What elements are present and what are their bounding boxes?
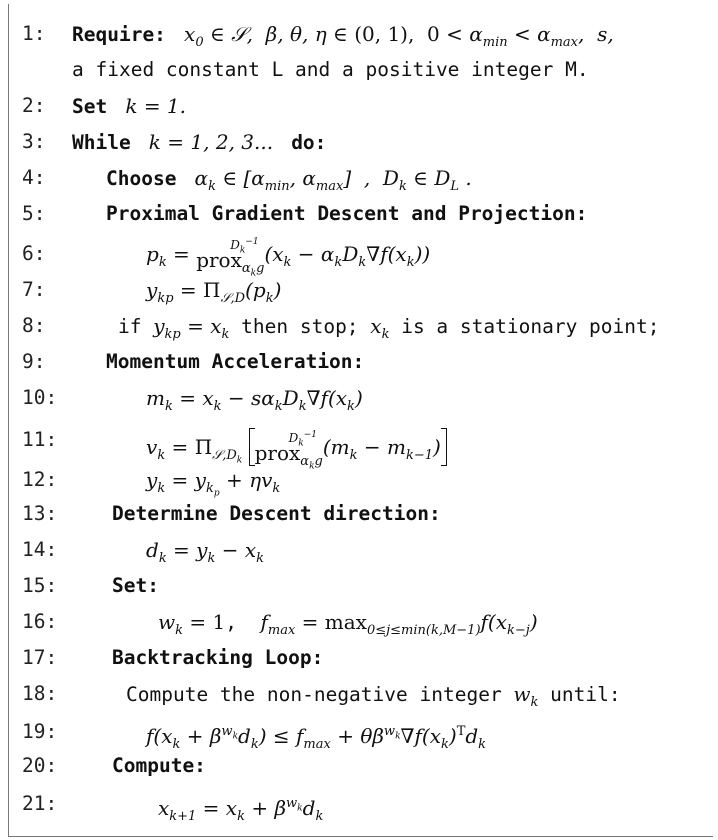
- line-number: 19:: [22, 720, 58, 743]
- line-number: 20:: [22, 754, 58, 777]
- line-text: a fixed constant L and a positive integer M.: [72, 58, 589, 81]
- keyword: Compute:: [112, 754, 206, 777]
- line-number: 16:: [22, 610, 58, 633]
- line-number: 2:: [22, 94, 46, 117]
- line-number: 14:: [22, 538, 58, 561]
- keyword: Momentum Acceleration:: [106, 350, 365, 373]
- line-number: 18:: [22, 682, 58, 705]
- keyword: Set:: [112, 574, 159, 597]
- line-number: 6:: [22, 242, 46, 265]
- line-number: 9:: [22, 350, 46, 373]
- line-number: 13:: [22, 502, 58, 525]
- keyword: Choose: [106, 167, 177, 190]
- line-number: 10:: [22, 386, 58, 409]
- keyword: Proximal Gradient Descent and Projection:: [106, 202, 588, 225]
- line-number: 8:: [22, 314, 46, 337]
- line-number: 11:: [22, 428, 58, 451]
- line-number: 1:: [22, 22, 46, 45]
- line-number: 5:: [22, 202, 46, 225]
- line-number: 17:: [22, 646, 58, 669]
- keyword: Determine Descent direction:: [112, 502, 441, 525]
- keyword: Require:: [72, 23, 166, 46]
- keyword: While: [72, 131, 131, 154]
- keyword: Set: [72, 95, 108, 118]
- line-number: 3:: [22, 130, 46, 153]
- keyword-do: do:: [291, 131, 327, 154]
- keyword: Backtracking Loop:: [112, 646, 324, 669]
- line-number: 4:: [22, 166, 46, 189]
- line-number: 7:: [22, 278, 46, 301]
- line-number: 12:: [22, 468, 58, 491]
- line-number: 15:: [22, 574, 58, 597]
- line-number: 21:: [22, 792, 58, 815]
